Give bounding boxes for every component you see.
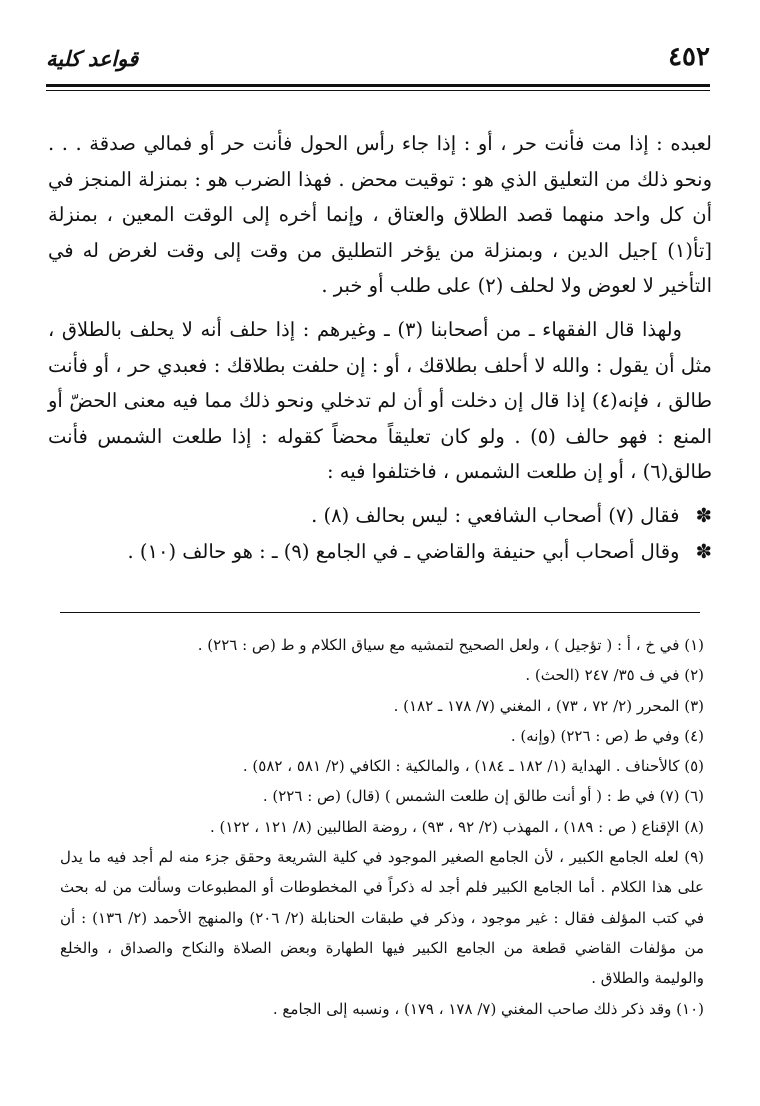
bullet-star-icon: ✽ — [695, 539, 712, 563]
footnote-9: (٩) لعله الجامع الكبير ، لأن الجامع الصغير الموجود في كلية الشريعة وحقق جزء منه لم أجد فيه ما يدل على هذا الكلام . أما الجامع الكبير فلم أجد له ذكراً في المخطوطات أو المطبوعات وسألت من له بحث في كتب المؤلف فقال : غير موجود ، وذكر في طبقات الحنابلة (٢/ ٢٠٦) والمنهج الأحمد (٢/ ١٣٦) : أن من مؤلفات القاضي قطعة من الجامع الكبير فيها الطهارة وبعض الصلاة والنكاح والصداق ، والخلع والوليمة والطلاق . — [60, 848, 705, 988]
opinion-shafii-text: فقال (٧) أصحاب الشافعي : ليس بحالف (٨) . — [311, 503, 680, 527]
footnote-5: (٥) كالأحناف . الهداية (١/ ١٨٢ ـ ١٨٤) ، والمالكية : الكافي (٢/ ٥٨١ ، ٥٨٢) . — [242, 757, 704, 776]
footnote-3: (٣) المحرر (٢/ ٧٢ ، ٧٣) ، المغني (٧/ ١٧٨ ـ ١٨٢) . — [393, 696, 704, 715]
main-text — [48, 126, 712, 570]
footnote-2: (٢) في ف ٣٥/ ٢٤٧ (الحث) . — [525, 666, 704, 685]
bullet-star-icon: ✽ — [695, 503, 712, 527]
paragraph-1: لعبده : إذا مت فأنت حر ، أو : إذا جاء رأس الحول فأنت حر أو فمالي صدقة . . . ونحو ذلك من التعليق الذي هو : توقيت محض . فهذا الضرب هو : بمنزلة المنجز في أن كل واحد منهما قصد الطلاق والعتاق ، وإنما أخره إلى الوقت المعين ، بمنزلة [تأ(١) ]جيل الدين ، وبمنزلة من يؤخر التطليق من وقت إلى وقت لغرض له في التأخير لا لعوض ولا لحلف (٢) على طلب أو خبر . — [48, 132, 712, 298]
paragraph-2: ولهذا قال الفقهاء ـ من أصحابنا (٣) ـ وغيرهم : إذا حلف أنه لا يحلف بالطلاق ، مثل أن يقول : والله لا أحلف بطلاقك ، أو : إن حلفت بطلاقك : فعبدي حر ، أو فأنت طالق ، فإنه(٤) إذا قال إن دخلت أو أن لم تدخلي ونحو ذلك مما فيه معنى الحضّ أو المنع : فهو حالف (٥) . ولو كان تعليقاً محضاً كقوله : إذا طلعت الشمس فأنت طالق(٦) ، أو إن طلعت الشمس ، فاختلفوا فيه : — [48, 317, 713, 484]
footnote-4: (٤) وفي ط (ص : ٢٢٦) (وإنه) . — [510, 726, 704, 745]
header-rule-thin — [46, 90, 710, 91]
footnote-separator — [60, 612, 700, 613]
footnotes — [60, 630, 704, 1024]
opinions-list — [48, 498, 712, 570]
opinion-hanafi — [48, 534, 712, 570]
footnote-6-7: (٦) (٧) في ط : ( أو أنت طالق إن طلعت الشمس ) (قال) (ص : ٢٢٦) . — [262, 787, 704, 806]
opinion-hanafi-text: وقال أصحاب أبي حنيفة والقاضي ـ في الجامع (٩) ـ : هو حالف (١٠) . — [127, 539, 680, 563]
page-number: ٤٥٢ — [668, 42, 710, 72]
running-header — [46, 40, 710, 80]
footnote-1: (١) في خ ، أ : ( تؤجيل ) ، ولعل الصحيح لتمشيه مع سياق الكلام و ط (ص : ٢٢٦) . — [197, 636, 704, 654]
opinion-shafii — [48, 498, 712, 534]
footnote-10: (١٠) وقد ذكر ذلك صاحب المغني (٧/ ١٧٨ ، ١٧٩) ، ونسبه إلى الجامع . — [272, 999, 704, 1018]
footnote-8: (٨) الإقناع ( ص : ١٨٩) ، المهذب (٢/ ٩٢ ، ٩٣) ، روضة الطالبين (٨/ ١٢١ ، ١٢٢) . — [209, 817, 704, 836]
book-title: قواعد كلية — [46, 46, 139, 71]
header-rule-thick — [46, 84, 710, 87]
